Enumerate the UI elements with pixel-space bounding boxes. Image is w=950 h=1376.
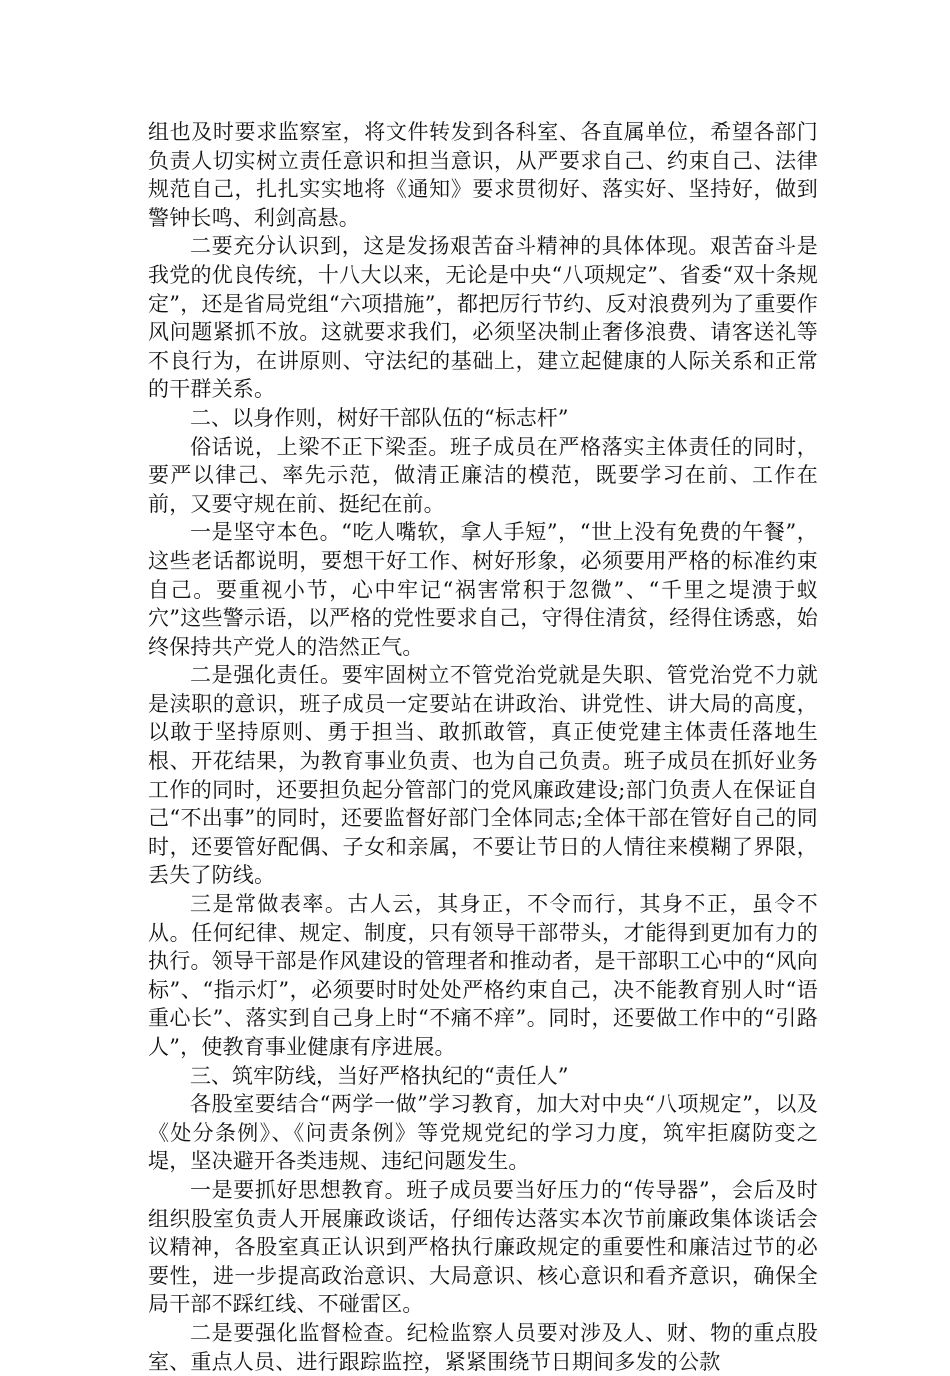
section-heading-2: 二、以身作则，树好干部队伍的“标志杆” — [190, 405, 569, 430]
paragraph-ideological-education: 一是要抓好思想教育。班子成员要当好压力的“传导器”，会后及时组织股室负责人开展廉政谈话，仔细传达落实本次节前廉政集体谈话会议精神，各股室真正认识到严格执行廉政规定的重要性和廉洁过节的必要性，进一步提高政治意识、大局意识、核心意识和看齐意识，确保全局干部不踩红线、不碰雷区。 — [148, 1177, 818, 1317]
paragraph-set-example: 三是常做表率。古人云，其身正，不令而行，其身不正，虽令不从。任何纪律、规定、制度，只有领导干部带头，才能得到更加有力的执行。领导干部是作风建设的管理者和推动者，是干部职工心中的“风向标”、“指示灯”，必须要时时处处严格约束自己，决不能教育别人时“语重心长”、落实到自己身上时“不痛不痒”。同时，还要做工作中的“引路人”，使教育事业健康有序进展。 — [148, 892, 818, 1059]
paragraph-hardship-spirit: 二要充分认识到，这是发扬艰苦奋斗精神的具体体现。艰苦奋斗是我党的优良传统，十八大以来，无论是中央“八项规定”、省委“双十条规定”，还是省局党组“六项措施”，都把厉行节约、反对浪费列为了重要作风问题紧抓不放。这就要求我们，必须坚决制止奢侈浪费、请客送礼等不良行为，在讲原则、守法纪的基础上，建立起健康的人际关系和正常的干群关系。 — [148, 234, 818, 402]
paragraph-strengthen-responsibility: 二是强化责任。要牢固树立不管党治党就是失职、管党治党不力就是渎职的意识，班子成员一定要站在讲政治、讲党性、讲大局的高度，以敢于坚持原则、勇于担当、敢抓敢管，真正使党建主体责任落地生根、开花结果，为教育事业负责、也为自己负责。班子成员在抓好业务工作的同时，还要担负起分管部门的党风廉政建设;部门负责人在保证自己“不出事”的同时，还要监督好部门全体同志;全体干部在管好自己的同时，还要管好配偶、子女和亲属，不要让节日的人情往来模糊了界限，丢失了防线。 — [148, 663, 818, 888]
paragraph-keep-true-colors: 一是坚守本色。“吃人嘴软，拿人手短”，“世上没有免费的午餐”，这些老话都说明，要想干好工作、树好形象，必须要用严格的标准约束自己。要重视小节，心中牢记“祸害常积于忽微”、“千里之堤溃于蚁穴”这些警示语，以严格的党性要求自己，守得住清贫，经得住诱惑，始终保持共产党人的浩然正气。 — [148, 520, 818, 659]
paragraph-continuation: 组也及时要求监察室，将文件转发到各科室、各直属单位，希望各部门负责人切实树立责任意识和担当意识，从严要求自己、约束自己、法律规范自己，扎扎实实地将《通知》要求贯彻好、落实好、坚持好，做到警钟长鸣、利剑高悬。 — [148, 120, 818, 230]
paragraph-supervision-inspection: 二是要强化监督检查。纪检监察人员要对涉及人、财、物的重点股室、重点人员、进行跟踪监控，紧紧围绕节日期间多发的公款 — [148, 1320, 818, 1374]
paragraph-lead-by-example: 俗话说，上梁不正下梁歪。班子成员在严格落实主体责任的同时，要严以律己、率先示范，做清正廉洁的模范，既要学习在前、工作在前，又要守规在前、挺纪在前。 — [148, 434, 818, 516]
paragraph-study-education: 各股室要结合“两学一做”学习教育，加大对中央“八项规定”，以及《处分条例》、《问责条例》等党规党纪的学习力度，筑牢拒腐防变之堤，坚决避开各类违规、违纪问题发生。 — [148, 1092, 818, 1174]
section-heading-3: 三、筑牢防线，当好严格执纪的“责任人” — [190, 1063, 569, 1088]
document-page — [148, 118, 818, 1376]
